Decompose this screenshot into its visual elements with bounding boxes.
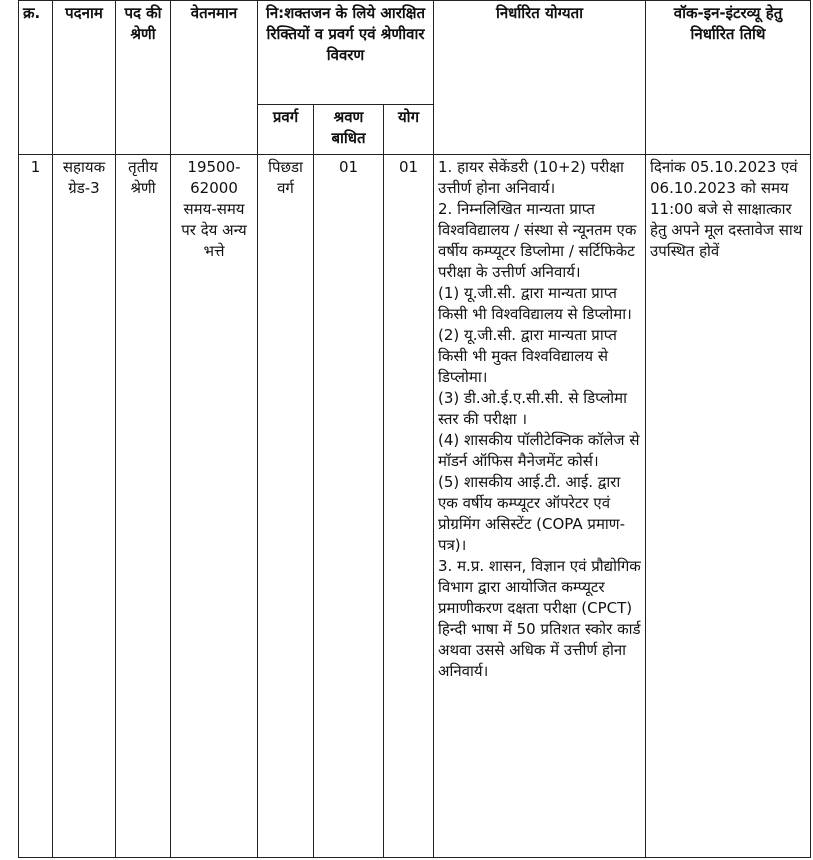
cell-category: पिछडा वर्ग (258, 155, 314, 858)
header-interview-date: वॉक-इन-इंटरव्यू हेतु निर्धारित तिथि (646, 1, 811, 155)
cell-total: 01 (384, 155, 434, 858)
cell-hearing-impaired: 01 (314, 155, 384, 858)
qualification-item: (3) डी.ओ.ई.ए.सी.सी. से डिप्लोमा स्तर की परीक्षा । (438, 389, 627, 428)
cell-post-name: सहायक ग्रेड-3 (53, 155, 116, 858)
recruitment-table (18, 0, 811, 858)
cell-post-class: तृतीय श्रेणी (116, 155, 171, 858)
qualification-item: (2) यू.जी.सी. द्वारा मान्यता प्राप्त किसी भी मुक्त विश्वविद्यालय से डिप्लोमा। (438, 326, 617, 386)
cell-serial: 1 (19, 155, 53, 858)
header-qualification: निर्धारित योग्यता (434, 1, 646, 155)
header-category: प्रवर्ग (258, 105, 314, 155)
header-post-class: पद की श्रेणी (116, 1, 171, 155)
qualification-item: (1) यू.जी.सी. द्वारा मान्यता प्राप्त किसी भी विश्वविद्यालय से डिप्लोमा। (438, 284, 632, 323)
header-reserved-vacancies: नि:शक्तजन के लिये आरक्षित रिक्तियों व प्रवर्ग एवं श्रेणीवार विवरण (258, 1, 434, 105)
qualification-item: (5) शासकीय आई.टी. आई. द्वारा एक वर्षीय कम्प्यूटर ऑपरेटर एवं प्रोग्रमिंग असिस्टेंट (COPA प्रमाण-पत्र)। (438, 473, 626, 554)
qualification-item: (4) शासकीय पॉलीटेक्निक कॉलेज से मॉडर्न ऑफिस मैनेजमेंट कोर्स। (438, 431, 640, 470)
recruitment-notice-table-wrapper (18, 0, 810, 858)
cell-qualification (434, 155, 646, 858)
qualification-item: 2. निम्नलिखित मान्यता प्राप्त विश्वविद्यालय / संस्था से न्यूनतम एक वर्षीय कम्प्यूटर डिप्लोमा / सर्टिफिकेट परीक्षा के उत्तीर्ण अनिवार्य। (438, 200, 637, 281)
header-post-name: पदनाम (53, 1, 116, 155)
table-header-row (19, 1, 811, 105)
header-hearing-impaired: श्रवण बाधित (314, 105, 384, 155)
table-row (19, 155, 811, 858)
qualification-item: 3. म.प्र. शासन, विज्ञान एवं प्रौद्योगिक विभाग द्वारा आयोजित कम्प्यूटर प्रमाणीकरण दक्षता परीक्षा (CPCT) हिन्दी भाषा में 50 प्रतिशत स्कोर कार्ड अथवा उससे अधिक में उत्तीर्ण होना अनिवार्य। (438, 557, 641, 680)
qualification-item: 1. हायर सेकेंडरी (10+2) परीक्षा उत्तीर्ण होना अनिवार्य। (438, 158, 624, 197)
header-serial: क्र. (19, 1, 53, 155)
header-total: योग (384, 105, 434, 155)
cell-pay-scale: 19500-62000 समय-समय पर देय अन्य भत्ते (171, 155, 258, 858)
header-pay-scale: वेतनमान (171, 1, 258, 155)
cell-interview-date: दिनांक 05.10.2023 एवं 06.10.2023 को समय 11:00 बजे से साक्षात्कार हेतु अपने मूल दस्तावेज साथ उपस्थित होवें (646, 155, 811, 858)
